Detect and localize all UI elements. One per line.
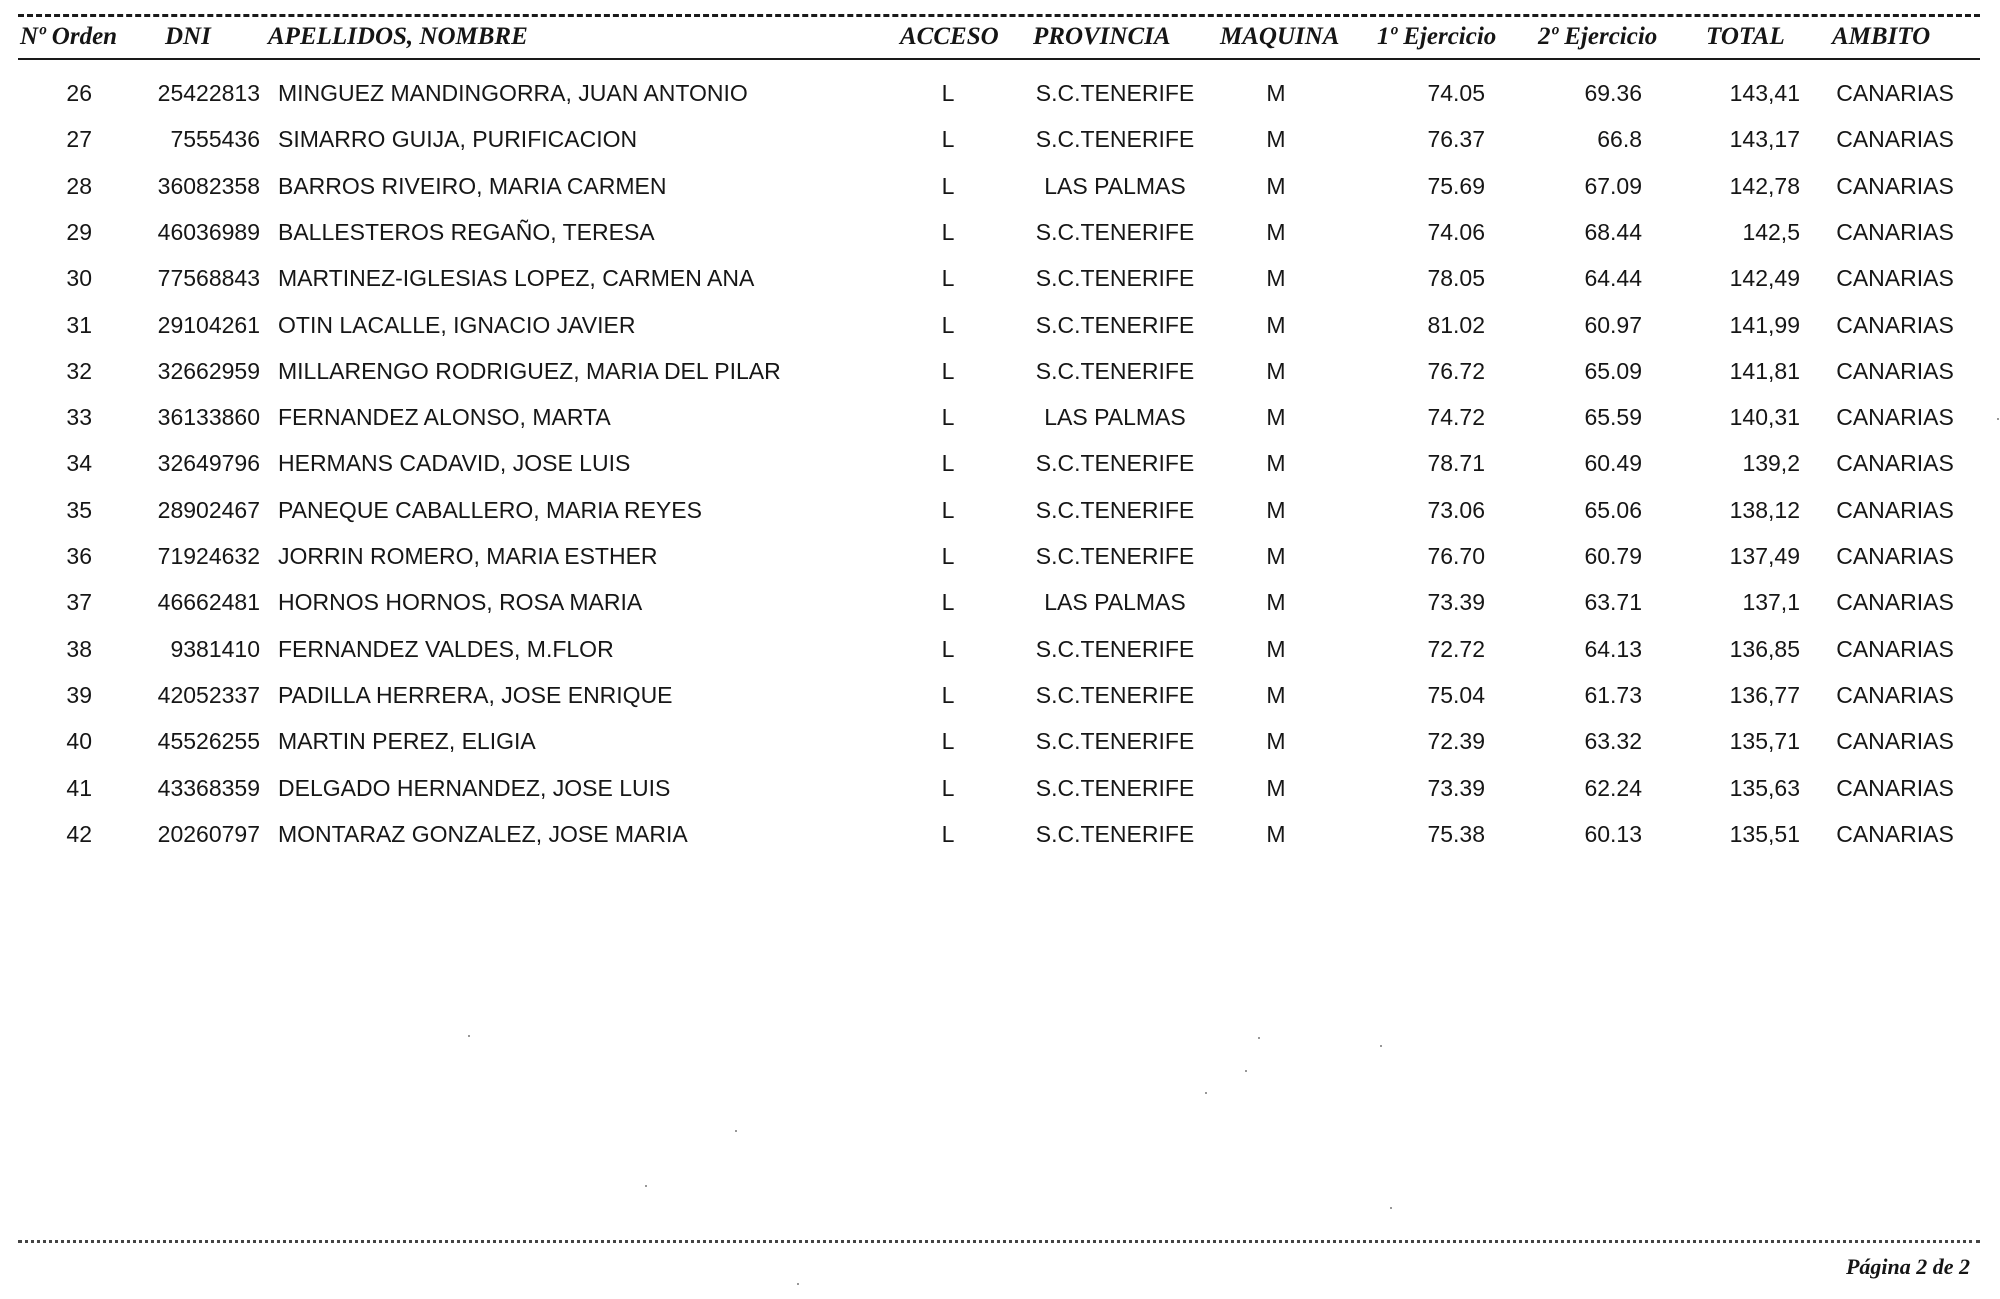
cell-provincia: S.C.TENERIFE xyxy=(1035,497,1195,523)
cell-acceso: L xyxy=(941,219,955,245)
cell-maquina: M xyxy=(1266,728,1286,754)
header-dni: DNI xyxy=(165,23,211,50)
header-maquina: MAQUINA xyxy=(1220,23,1340,50)
cell-ejercicio-1: 74.05 xyxy=(1427,80,1485,106)
cell-dni: 28902467 xyxy=(157,497,260,523)
cell-total: 135,71 xyxy=(1729,728,1800,754)
cell-provincia: S.C.TENERIFE xyxy=(1035,636,1195,662)
cell-provincia: LAS PALMAS xyxy=(1044,589,1186,615)
cell-ejercicio-2: 65.06 xyxy=(1584,497,1642,523)
cell-orden: 38 xyxy=(66,636,92,662)
cell-ejercicio-2: 65.09 xyxy=(1584,358,1642,384)
header-underline-rule xyxy=(18,58,1980,60)
cell-orden: 35 xyxy=(66,497,92,523)
cell-ejercicio-2: 63.32 xyxy=(1584,728,1642,754)
cell-provincia: S.C.TENERIFE xyxy=(1035,543,1195,569)
cell-total: 142,78 xyxy=(1729,173,1800,199)
scan-speck xyxy=(1205,1092,1207,1094)
cell-nombre: MINGUEZ MANDINGORRA, JUAN ANTONIO xyxy=(278,80,748,106)
cell-acceso: L xyxy=(941,173,955,199)
cell-nombre: PADILLA HERRERA, JOSE ENRIQUE xyxy=(278,682,673,708)
cell-total: 143,17 xyxy=(1729,126,1800,152)
table-row xyxy=(0,499,2000,545)
cell-ejercicio-1: 73.39 xyxy=(1427,589,1485,615)
cell-ejercicio-1: 76.70 xyxy=(1427,543,1485,569)
table-row xyxy=(0,314,2000,360)
cell-ejercicio-1: 72.39 xyxy=(1427,728,1485,754)
cell-dni: 32649796 xyxy=(157,450,260,476)
cell-provincia: LAS PALMAS xyxy=(1044,173,1186,199)
cell-ambito: CANARIAS xyxy=(1836,682,1954,708)
cell-provincia: S.C.TENERIFE xyxy=(1035,450,1195,476)
cell-total: 137,1 xyxy=(1742,589,1800,615)
header-provincia: PROVINCIA xyxy=(1033,23,1171,50)
cell-nombre: OTIN LACALLE, IGNACIO JAVIER xyxy=(278,312,636,338)
cell-ejercicio-2: 68.44 xyxy=(1584,219,1642,245)
cell-orden: 28 xyxy=(66,173,92,199)
cell-nombre: MONTARAZ GONZALEZ, JOSE MARIA xyxy=(278,821,688,847)
cell-ejercicio-2: 60.79 xyxy=(1584,543,1642,569)
header-total: TOTAL xyxy=(1706,23,1785,50)
cell-acceso: L xyxy=(941,589,955,615)
cell-acceso: L xyxy=(941,543,955,569)
cell-ejercicio-2: 66.8 xyxy=(1597,126,1642,152)
scan-speck xyxy=(1258,1037,1260,1039)
cell-dni: 46662481 xyxy=(157,589,260,615)
cell-ejercicio-2: 69.36 xyxy=(1584,80,1642,106)
cell-total: 137,49 xyxy=(1729,543,1800,569)
cell-total: 141,99 xyxy=(1729,312,1800,338)
header-acceso: ACCESO xyxy=(900,23,999,50)
cell-ejercicio-2: 63.71 xyxy=(1584,589,1642,615)
cell-nombre: HERMANS CADAVID, JOSE LUIS xyxy=(278,450,631,476)
cell-dni: 77568843 xyxy=(157,265,260,291)
cell-ambito: CANARIAS xyxy=(1836,265,1954,291)
cell-ejercicio-1: 75.69 xyxy=(1427,173,1485,199)
cell-maquina: M xyxy=(1266,265,1286,291)
cell-ambito: CANARIAS xyxy=(1836,312,1954,338)
cell-ejercicio-2: 64.44 xyxy=(1584,265,1642,291)
cell-maquina: M xyxy=(1266,821,1286,847)
cell-ejercicio-1: 75.38 xyxy=(1427,821,1485,847)
header-nombre: APELLIDOS, NOMBRE xyxy=(268,23,528,50)
table-row xyxy=(0,175,2000,221)
cell-ambito: CANARIAS xyxy=(1836,219,1954,245)
cell-nombre: SIMARRO GUIJA, PURIFICACION xyxy=(278,126,638,152)
scan-speck xyxy=(1380,1045,1382,1047)
cell-provincia: S.C.TENERIFE xyxy=(1035,728,1195,754)
cell-orden: 30 xyxy=(66,265,92,291)
cell-orden: 40 xyxy=(66,728,92,754)
cell-ambito: CANARIAS xyxy=(1836,543,1954,569)
cell-ejercicio-1: 78.05 xyxy=(1427,265,1485,291)
cell-total: 138,12 xyxy=(1729,497,1800,523)
cell-total: 135,51 xyxy=(1729,821,1800,847)
scan-speck xyxy=(735,1130,737,1132)
cell-nombre: FERNANDEZ ALONSO, MARTA xyxy=(278,404,611,430)
cell-ejercicio-2: 60.97 xyxy=(1584,312,1642,338)
cell-maquina: M xyxy=(1266,589,1286,615)
cell-acceso: L xyxy=(941,775,955,801)
cell-maquina: M xyxy=(1266,775,1286,801)
cell-provincia: S.C.TENERIFE xyxy=(1035,775,1195,801)
cell-ejercicio-2: 62.24 xyxy=(1584,775,1642,801)
header-ejercicio-1: 1º Ejercicio xyxy=(1377,23,1497,50)
cell-ejercicio-1: 75.04 xyxy=(1427,682,1485,708)
cell-dni: 7555436 xyxy=(170,126,260,152)
cell-dni: 25422813 xyxy=(157,80,260,106)
cell-orden: 29 xyxy=(66,219,92,245)
cell-ambito: CANARIAS xyxy=(1836,126,1954,152)
cell-maquina: M xyxy=(1266,312,1286,338)
cell-ejercicio-1: 74.72 xyxy=(1427,404,1485,430)
table-row xyxy=(0,82,2000,128)
cell-nombre: MARTIN PEREZ, ELIGIA xyxy=(278,728,536,754)
cell-ambito: CANARIAS xyxy=(1836,728,1954,754)
cell-provincia: LAS PALMAS xyxy=(1044,404,1186,430)
cell-acceso: L xyxy=(941,358,955,384)
cell-ejercicio-1: 72.72 xyxy=(1427,636,1485,662)
cell-dni: 20260797 xyxy=(157,821,260,847)
cell-nombre: BALLESTEROS REGAÑO, TERESA xyxy=(278,219,655,245)
cell-nombre: MARTINEZ-IGLESIAS LOPEZ, CARMEN ANA xyxy=(278,265,755,291)
table-row xyxy=(0,545,2000,591)
cell-ejercicio-1: 73.39 xyxy=(1427,775,1485,801)
cell-ejercicio-2: 61.73 xyxy=(1584,682,1642,708)
cell-ejercicio-1: 76.72 xyxy=(1427,358,1485,384)
cell-acceso: L xyxy=(941,126,955,152)
cell-dni: 36133860 xyxy=(157,404,260,430)
cell-dni: 43368359 xyxy=(157,775,260,801)
cell-ambito: CANARIAS xyxy=(1836,80,1954,106)
top-dashed-rule xyxy=(18,14,1980,17)
cell-ejercicio-2: 65.59 xyxy=(1584,404,1642,430)
table-row xyxy=(0,823,2000,869)
cell-total: 136,77 xyxy=(1729,682,1800,708)
scan-speck xyxy=(468,1035,470,1037)
cell-total: 142,5 xyxy=(1742,219,1800,245)
cell-provincia: S.C.TENERIFE xyxy=(1035,358,1195,384)
cell-dni: 32662959 xyxy=(157,358,260,384)
cell-ambito: CANARIAS xyxy=(1836,497,1954,523)
cell-ambito: CANARIAS xyxy=(1836,821,1954,847)
cell-acceso: L xyxy=(941,636,955,662)
cell-dni: 29104261 xyxy=(157,312,260,338)
cell-total: 136,85 xyxy=(1729,636,1800,662)
cell-total: 139,2 xyxy=(1742,450,1800,476)
table-row xyxy=(0,267,2000,313)
cell-ejercicio-1: 73.06 xyxy=(1427,497,1485,523)
cell-ejercicio-1: 81.02 xyxy=(1427,312,1485,338)
cell-maquina: M xyxy=(1266,636,1286,662)
cell-provincia: S.C.TENERIFE xyxy=(1035,126,1195,152)
scan-speck xyxy=(645,1185,647,1187)
cell-orden: 31 xyxy=(66,312,92,338)
cell-orden: 33 xyxy=(66,404,92,430)
footer-dotted-rule xyxy=(18,1240,1980,1243)
cell-orden: 32 xyxy=(66,358,92,384)
table-row xyxy=(0,452,2000,498)
cell-ambito: CANARIAS xyxy=(1836,404,1954,430)
cell-maquina: M xyxy=(1266,543,1286,569)
header-ejercicio-2: 2º Ejercicio xyxy=(1538,23,1658,50)
cell-orden: 34 xyxy=(66,450,92,476)
cell-orden: 37 xyxy=(66,589,92,615)
cell-provincia: S.C.TENERIFE xyxy=(1035,80,1195,106)
cell-total: 140,31 xyxy=(1729,404,1800,430)
cell-nombre: JORRIN ROMERO, MARIA ESTHER xyxy=(278,543,658,569)
table-row xyxy=(0,638,2000,684)
cell-provincia: S.C.TENERIFE xyxy=(1035,265,1195,291)
table-row xyxy=(0,730,2000,776)
cell-orden: 39 xyxy=(66,682,92,708)
cell-maquina: M xyxy=(1266,358,1286,384)
cell-total: 135,63 xyxy=(1729,775,1800,801)
cell-acceso: L xyxy=(941,265,955,291)
cell-total: 141,81 xyxy=(1729,358,1800,384)
cell-dni: 45526255 xyxy=(157,728,260,754)
cell-orden: 26 xyxy=(66,80,92,106)
scan-speck xyxy=(797,1283,799,1285)
cell-nombre: HORNOS HORNOS, ROSA MARIA xyxy=(278,589,643,615)
cell-ambito: CANARIAS xyxy=(1836,636,1954,662)
cell-nombre: FERNANDEZ VALDES, M.FLOR xyxy=(278,636,614,662)
cell-orden: 36 xyxy=(66,543,92,569)
cell-total: 142,49 xyxy=(1729,265,1800,291)
cell-dni: 46036989 xyxy=(157,219,260,245)
cell-nombre: BARROS RIVEIRO, MARIA CARMEN xyxy=(278,173,667,199)
cell-dni: 36082358 xyxy=(157,173,260,199)
cell-ejercicio-1: 76.37 xyxy=(1427,126,1485,152)
table-row xyxy=(0,128,2000,174)
cell-acceso: L xyxy=(941,728,955,754)
table-row xyxy=(0,591,2000,637)
cell-dni: 42052337 xyxy=(157,682,260,708)
cell-ambito: CANARIAS xyxy=(1836,775,1954,801)
cell-nombre: DELGADO HERNANDEZ, JOSE LUIS xyxy=(278,775,671,801)
cell-nombre: MILLARENGO RODRIGUEZ, MARIA DEL PILAR xyxy=(278,358,781,384)
table-row xyxy=(0,406,2000,452)
cell-provincia: S.C.TENERIFE xyxy=(1035,219,1195,245)
cell-total: 143,41 xyxy=(1729,80,1800,106)
cell-ejercicio-2: 67.09 xyxy=(1584,173,1642,199)
cell-ejercicio-2: 60.13 xyxy=(1584,821,1642,847)
page-number: Página 2 de 2 xyxy=(1845,1254,1970,1279)
cell-maquina: M xyxy=(1266,450,1286,476)
cell-ambito: CANARIAS xyxy=(1836,450,1954,476)
header-ambito: AMBITO xyxy=(1832,23,1931,50)
scan-speck xyxy=(1390,1207,1392,1209)
cell-nombre: PANEQUE CABALLERO, MARIA REYES xyxy=(278,497,702,523)
cell-maquina: M xyxy=(1266,126,1286,152)
cell-maquina: M xyxy=(1266,404,1286,430)
cell-acceso: L xyxy=(941,821,955,847)
cell-orden: 27 xyxy=(66,126,92,152)
cell-acceso: L xyxy=(941,312,955,338)
cell-ejercicio-1: 78.71 xyxy=(1427,450,1485,476)
cell-maquina: M xyxy=(1266,80,1286,106)
table-row xyxy=(0,221,2000,267)
table-row xyxy=(0,777,2000,823)
cell-acceso: L xyxy=(941,404,955,430)
cell-ejercicio-1: 74.06 xyxy=(1427,219,1485,245)
table-row xyxy=(0,360,2000,406)
cell-provincia: S.C.TENERIFE xyxy=(1035,682,1195,708)
cell-maquina: M xyxy=(1266,682,1286,708)
cell-acceso: L xyxy=(941,450,955,476)
cell-orden: 41 xyxy=(66,775,92,801)
cell-ejercicio-2: 64.13 xyxy=(1584,636,1642,662)
cell-maquina: M xyxy=(1266,219,1286,245)
cell-ambito: CANARIAS xyxy=(1836,358,1954,384)
cell-orden: 42 xyxy=(66,821,92,847)
cell-ejercicio-2: 60.49 xyxy=(1584,450,1642,476)
cell-provincia: S.C.TENERIFE xyxy=(1035,312,1195,338)
cell-ambito: CANARIAS xyxy=(1836,173,1954,199)
cell-ambito: CANARIAS xyxy=(1836,589,1954,615)
cell-acceso: L xyxy=(941,80,955,106)
cell-acceso: L xyxy=(941,497,955,523)
cell-acceso: L xyxy=(941,682,955,708)
cell-maquina: M xyxy=(1266,173,1286,199)
scan-speck xyxy=(1997,418,1999,420)
cell-dni: 9381410 xyxy=(170,636,260,662)
cell-maquina: M xyxy=(1266,497,1286,523)
header-orden: Nº Orden xyxy=(20,23,118,50)
cell-provincia: S.C.TENERIFE xyxy=(1035,821,1195,847)
cell-dni: 71924632 xyxy=(157,543,260,569)
table-row xyxy=(0,684,2000,730)
scan-speck xyxy=(1245,1070,1247,1072)
